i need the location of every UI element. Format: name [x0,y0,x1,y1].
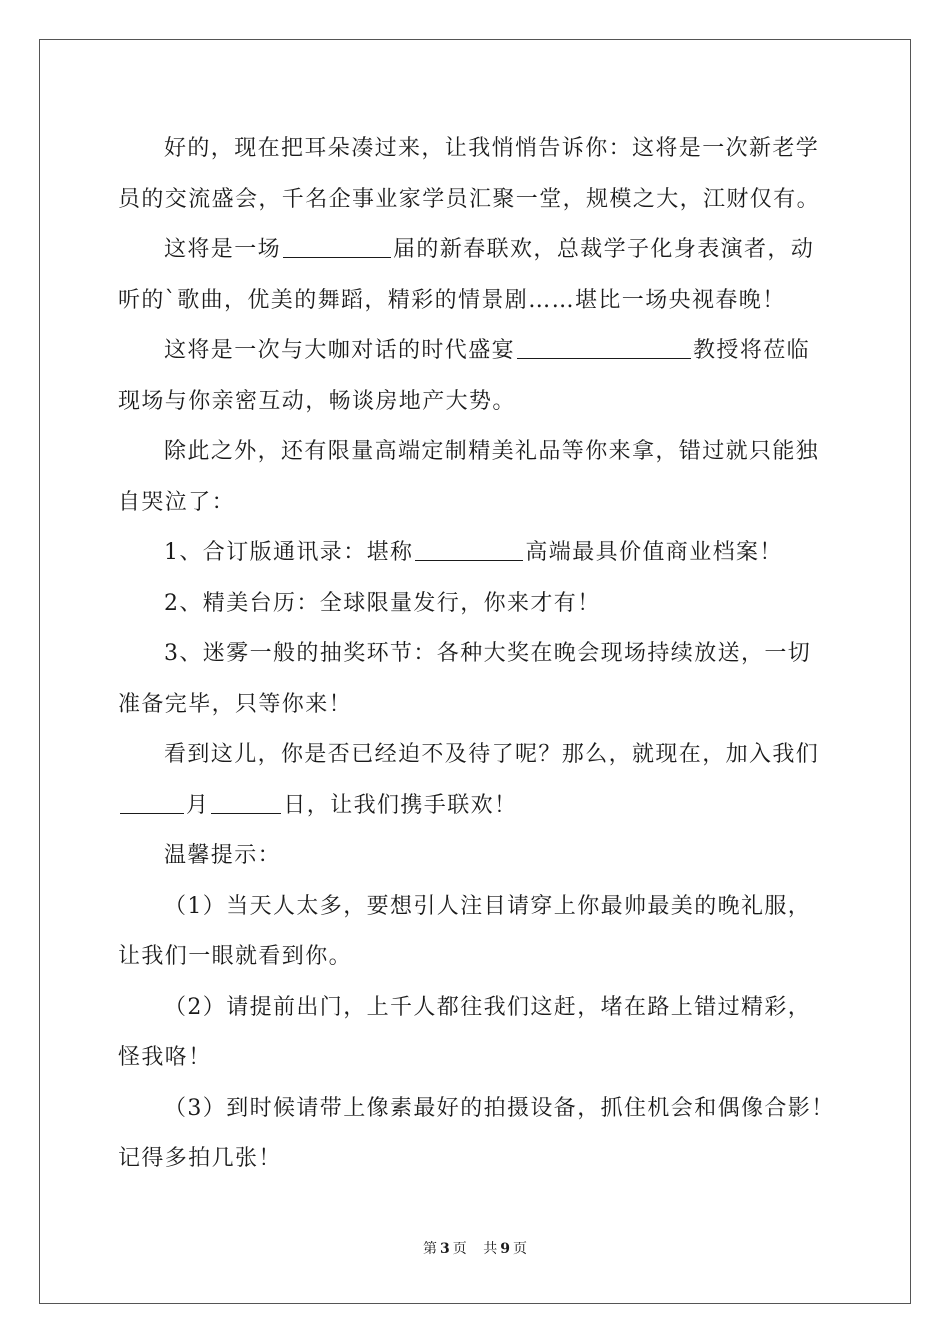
paragraph-1-line-2: 员的交流盛会，千名企事业家学员汇聚一堂，规模之大，江财仅有。 [118,187,821,212]
page-footer [0,1238,950,1258]
month-blank [120,791,184,814]
month-label: 月 [186,793,210,818]
paragraph-2-line-2: 听的`歌曲，优美的舞蹈，精彩的情景剧……堪比一场央视春晚！ [118,288,786,313]
list-item-1 [164,533,783,573]
tip-1-line-1: （1）当天人太多，要想引人注目请穿上你最帅最美的晚礼服， [164,894,812,919]
page-prefix: 第 [423,1241,438,1257]
list-item-3-line-1: 3、迷雾一般的抽奖环节：各种大奖在晚会现场持续放送，一切 [164,641,812,666]
paragraph-2-line-1 [164,230,814,270]
page-suffix: 页 [452,1241,467,1257]
paragraph-4-line-1: 除此之外，还有限量高端定制精美礼品等你来拿，错过就只能独 [164,439,820,464]
paragraph-4-line-2: 自哭泣了： [118,490,236,515]
total-prefix: 共 [483,1241,498,1257]
tip-3-line-1: （3）到时候请带上像素最好的拍摄设备，抓住机会和偶像合影！ [164,1096,835,1121]
paragraph-3-line-1 [164,331,810,371]
tip-3-line-2: 记得多拍几张！ [118,1146,282,1171]
list-item-3-line-2: 准备完毕，只等你来！ [118,692,353,717]
paragraph-2-text-b: 届的新春联欢，总裁学子化身表演者，动 [393,237,815,262]
day-text: 日，让我们携手联欢！ [283,793,518,818]
fill-in-blank [415,538,523,561]
paragraph-2-text-a: 这将是一场 [164,237,282,262]
current-page: 3 [440,1241,450,1257]
tip-1-line-2: 让我们一眼就看到你。 [118,944,353,969]
list-item-2: 2、精美台历：全球限量发行，你来才有！ [164,591,601,616]
page-total [480,1241,530,1257]
list-item-1-text-b: 高端最具价值商业档案！ [525,540,783,565]
paragraph-8-line-1: 看到这儿，你是否已经迫不及待了呢？那么，就现在，加入我们 [164,742,820,767]
total-suffix: 页 [512,1241,527,1257]
paragraph-3-text-b: 教授将莅临 [693,338,811,363]
total-pages: 9 [500,1241,510,1257]
paragraph-8-line-2 [118,786,517,826]
paragraph-3-text-a: 这将是一次与大咖对话的时代盛宴 [164,338,516,363]
paragraph-1-line-1: 好的，现在把耳朵凑过来，让我悄悄告诉你：这将是一次新老学 [164,136,820,161]
list-item-1-text-a: 1、合订版通讯录：堪称 [164,540,414,565]
tips-heading: 温馨提示： [164,843,282,868]
tip-2-line-1: （2）请提前出门，上千人都往我们这赶，堵在路上错过精彩， [164,995,812,1020]
tip-2-line-2: 怪我咯！ [118,1045,212,1070]
day-blank [211,791,281,814]
fill-in-blank [283,235,391,258]
paragraph-3-line-2: 现场与你亲密互动，畅谈房地产大势。 [118,389,516,414]
fill-in-blank [517,336,691,359]
page-number [420,1241,470,1257]
